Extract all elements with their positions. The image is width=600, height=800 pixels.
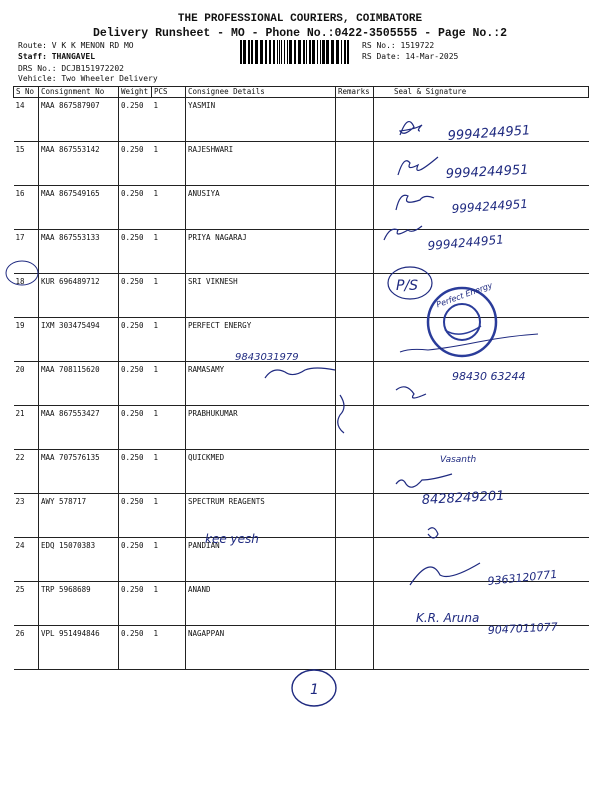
handwritten-phone: 9994244951 <box>445 162 529 182</box>
row-signature <box>374 582 589 626</box>
stamp-text: Perfect Energy <box>435 280 494 310</box>
rs-date-label: RS Date: 14-Mar-2025 <box>362 52 459 61</box>
ps-mark: P/S <box>396 278 419 294</box>
row-signature <box>374 186 589 230</box>
row-signature <box>374 406 589 450</box>
row-pcs: 1 <box>152 318 186 362</box>
row-consignee: SPECTRUM REAGENTS <box>186 494 336 538</box>
handwritten-phone: 9994244951 <box>427 232 505 253</box>
barcode-bar <box>284 40 285 64</box>
row-remarks <box>336 494 374 538</box>
company-name: THE PROFESSIONAL COURIERS, COIMBATORE <box>177 13 423 25</box>
barcode-bar <box>269 40 271 64</box>
barcode-bar <box>312 40 315 64</box>
row-weight: 0.250 <box>119 450 152 494</box>
row-consignee: PERFECT ENERGY <box>186 318 336 362</box>
col-remarks: Remarks <box>336 87 374 98</box>
barcode <box>240 40 350 64</box>
barcode-bar <box>277 40 278 64</box>
row-sno: 25 <box>14 582 39 626</box>
row-remarks <box>336 274 374 318</box>
handwritten-name: kee yesh <box>205 532 259 546</box>
row-consignee: PRIYA NAGARAJ <box>186 230 336 274</box>
barcode-bar <box>320 40 321 64</box>
row-sno: 15 <box>14 142 39 186</box>
row-consignment: MAA 867553427 <box>39 406 119 450</box>
row-signature <box>374 626 589 670</box>
row-signature <box>374 362 589 406</box>
row-consignment: EDQ 15070383 <box>39 538 119 582</box>
row-signature <box>374 318 589 362</box>
barcode-bar <box>255 40 258 64</box>
row-signature <box>374 494 589 538</box>
row-signature <box>374 98 589 142</box>
col-consignee: Consignee Details <box>186 87 336 98</box>
barcode-bar <box>322 40 325 64</box>
row-pcs: 1 <box>152 626 186 670</box>
barcode-bar <box>248 40 250 64</box>
row-sno: 22 <box>14 450 39 494</box>
barcode-bar <box>317 40 318 64</box>
col-pcs: PCS <box>152 87 186 98</box>
row-weight: 0.250 <box>119 538 152 582</box>
row-sno: 20 <box>14 362 39 406</box>
row-weight: 0.250 <box>119 318 152 362</box>
row-consignment: KUR 696489712 <box>39 274 119 318</box>
table-row <box>14 274 589 318</box>
row-signature <box>374 274 589 318</box>
handwritten-phone: 98430 63244 <box>452 370 526 383</box>
row-pcs: 1 <box>152 406 186 450</box>
handwritten-phone: 9363120771 <box>486 567 558 588</box>
row-consignee: QUICKMED <box>186 450 336 494</box>
handwritten-phone: 9994244951 <box>451 196 529 216</box>
row-remarks <box>336 186 374 230</box>
table-row <box>14 98 589 142</box>
table-row <box>14 142 589 186</box>
page-mark-circle <box>292 670 336 706</box>
barcode-bar <box>281 40 282 64</box>
row-consignment: MAA 708115620 <box>39 362 119 406</box>
runsheet-table <box>13 86 589 670</box>
row-weight: 0.250 <box>119 230 152 274</box>
barcode-bar <box>265 40 267 64</box>
runsheet-subtitle: Delivery Runsheet - MO - Phone No.:0422-3505555 - Page No.:2 <box>92 27 508 40</box>
row-consignee: ANUSIYA <box>186 186 336 230</box>
staff-label: Staff: THANGAVEL <box>18 52 96 61</box>
row-remarks <box>336 450 374 494</box>
row-sno: 14 <box>14 98 39 142</box>
table-row <box>14 450 589 494</box>
row-consignee: SRI VIKNESH <box>186 274 336 318</box>
row-consignment: MAA 707576135 <box>39 450 119 494</box>
barcode-bar <box>347 40 349 64</box>
table-row <box>14 582 589 626</box>
row-remarks <box>336 362 374 406</box>
row-consignee: ANAND <box>186 582 336 626</box>
row-weight: 0.250 <box>119 186 152 230</box>
col-weight: Weight <box>119 87 152 98</box>
col-signature: Seal & Signature <box>374 87 589 98</box>
row-signature <box>374 450 589 494</box>
drs-label: DRS No.: DCJB151972202 <box>18 64 124 73</box>
row-sno: 21 <box>14 406 39 450</box>
table-row <box>14 538 589 582</box>
table-row <box>14 362 589 406</box>
barcode-bar <box>243 40 246 64</box>
row-consignee: RAMASAMY <box>186 362 336 406</box>
table-row <box>14 318 589 362</box>
row-remarks <box>336 582 374 626</box>
row-signature <box>374 230 589 274</box>
row-remarks <box>336 142 374 186</box>
row-pcs: 1 <box>152 98 186 142</box>
row-signature <box>374 142 589 186</box>
row-consignment: VPL 951494846 <box>39 626 119 670</box>
rs-no-label: RS No.: 1519722 <box>362 41 435 50</box>
row-consignment: AWY 578717 <box>39 494 119 538</box>
row-remarks <box>336 538 374 582</box>
table-row <box>14 186 589 230</box>
col-consignment: Consignment No <box>39 87 119 98</box>
handwritten-phone: 8428249201 <box>421 488 505 508</box>
barcode-bar <box>251 40 253 64</box>
row-pcs: 1 <box>152 274 186 318</box>
barcode-bar <box>306 40 307 64</box>
handwritten-name: Vasanth <box>440 455 477 465</box>
row-consignment: MAA 867549165 <box>39 186 119 230</box>
page-mark: 1 <box>310 682 319 698</box>
barcode-bar <box>260 40 263 64</box>
row-pcs: 1 <box>152 538 186 582</box>
row-pcs: 1 <box>152 494 186 538</box>
col-sno: S No <box>14 87 39 98</box>
table-row <box>14 406 589 450</box>
row-pcs: 1 <box>152 142 186 186</box>
row-sno: 18 <box>14 274 39 318</box>
row-consignment: MAA 867587907 <box>39 98 119 142</box>
row-remarks <box>336 318 374 362</box>
row-pcs: 1 <box>152 230 186 274</box>
barcode-bar <box>331 40 334 64</box>
barcode-bar <box>309 40 311 64</box>
handwritten-phone: 9994244951 <box>447 123 531 144</box>
row-sno: 16 <box>14 186 39 230</box>
row-consignment: IXM 303475494 <box>39 318 119 362</box>
row-consignment: TRP 5968689 <box>39 582 119 626</box>
handwritten-phone: 9843031979 <box>235 352 299 363</box>
barcode-bar <box>294 40 296 64</box>
barcode-bar <box>289 40 292 64</box>
row-sno: 19 <box>14 318 39 362</box>
handwritten-phone: 9047011077 <box>487 620 559 637</box>
table-row <box>14 626 589 670</box>
row-weight: 0.250 <box>119 274 152 318</box>
vehicle-label: Vehicle: Two Wheeler Delivery <box>18 74 158 83</box>
row-consignee: NAGAPPAN <box>186 626 336 670</box>
row-sno: 24 <box>14 538 39 582</box>
barcode-bar <box>341 40 342 64</box>
row-weight: 0.250 <box>119 362 152 406</box>
table-row <box>14 230 589 274</box>
barcode-bar <box>303 40 305 64</box>
row-weight: 0.250 <box>119 582 152 626</box>
row-weight: 0.250 <box>119 406 152 450</box>
table-row <box>14 494 589 538</box>
row-weight: 0.250 <box>119 626 152 670</box>
row-weight: 0.250 <box>119 142 152 186</box>
row-remarks <box>336 230 374 274</box>
row-sno: 17 <box>14 230 39 274</box>
row-consignee: YASMIN <box>186 98 336 142</box>
barcode-bar <box>273 40 275 64</box>
table-header-row <box>14 87 589 98</box>
handwritten-name: K.R. Aruna <box>416 611 480 625</box>
row-weight: 0.250 <box>119 494 152 538</box>
row-remarks <box>336 406 374 450</box>
barcode-bar <box>344 40 346 64</box>
row-consignment: MAA 867553142 <box>39 142 119 186</box>
row-consignee: RAJESHWARI <box>186 142 336 186</box>
barcode-bar <box>240 40 242 64</box>
route-label: Route: V K K MENON RD MO <box>18 41 134 50</box>
row-signature <box>374 538 589 582</box>
row-consignee: PRABHUKUMAR <box>186 406 336 450</box>
barcode-bar <box>298 40 301 64</box>
row-consignee: PANDIAN <box>186 538 336 582</box>
barcode-bar <box>279 40 280 64</box>
row-sno: 23 <box>14 494 39 538</box>
barcode-bar <box>336 40 339 64</box>
barcode-bar <box>326 40 329 64</box>
row-remarks <box>336 98 374 142</box>
row-consignment: MAA 867553133 <box>39 230 119 274</box>
row-remarks <box>336 626 374 670</box>
row-pcs: 1 <box>152 582 186 626</box>
row-sno: 26 <box>14 626 39 670</box>
row-pcs: 1 <box>152 362 186 406</box>
barcode-bar <box>287 40 288 64</box>
row-weight: 0.250 <box>119 98 152 142</box>
row-pcs: 1 <box>152 186 186 230</box>
row-pcs: 1 <box>152 450 186 494</box>
